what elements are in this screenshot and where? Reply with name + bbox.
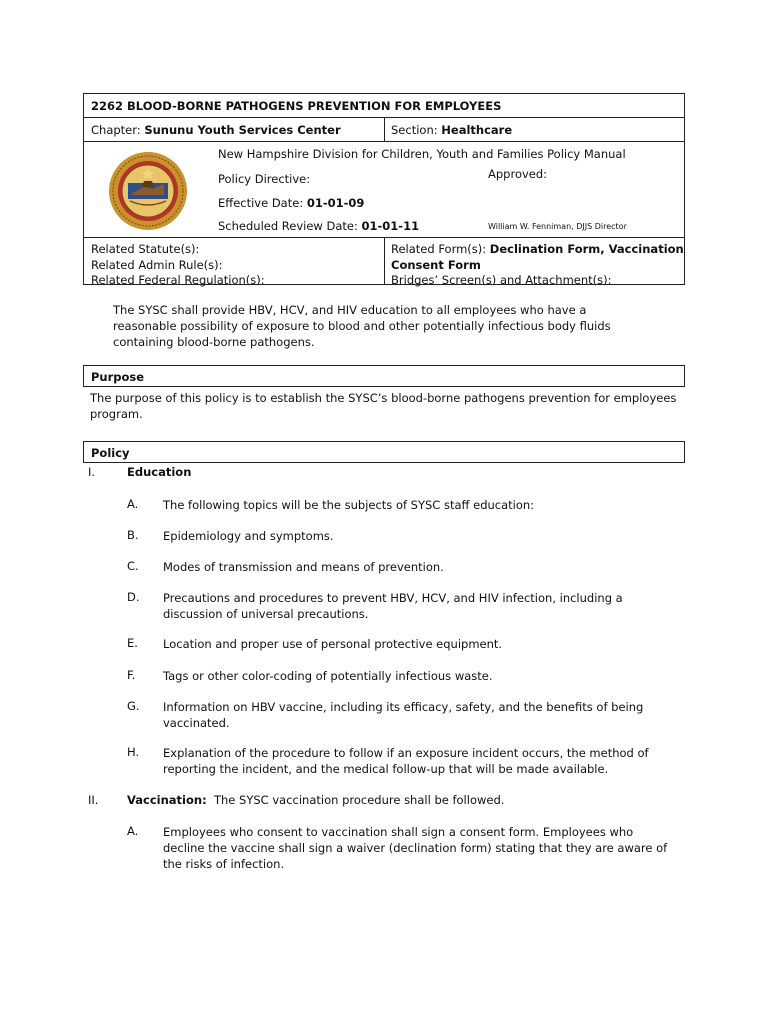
effective-date-value: 01-01-09 <box>306 196 365 210</box>
list-item-letter: H. <box>127 745 140 759</box>
list-item-text: Location and proper use of personal protective equipment. <box>163 637 503 651</box>
list-item-letter: G. <box>127 699 140 713</box>
review-date: Scheduled Review Date: 01-01-11 <box>218 219 420 233</box>
list-item-text: Modes of transmission and means of prevention. <box>163 560 444 574</box>
effective-date: Effective Date: 01-01-09 <box>218 196 365 210</box>
list-item-letter: A. <box>127 824 139 838</box>
related-federal-regulations: Related Federal Regulation(s): <box>91 273 265 287</box>
section-vaccination <box>127 793 504 807</box>
list-item-letter: B. <box>127 528 139 542</box>
policy-directive-label: Policy Directive: <box>218 172 311 186</box>
list-item-letter: A. <box>127 497 139 511</box>
approved-label: Approved: <box>488 167 548 181</box>
related-forms-value-cont: Consent Form <box>391 258 481 272</box>
related-statutes: Related Statute(s): <box>91 242 200 256</box>
section-numeral: I. <box>88 465 96 479</box>
chapter-value: Sununu Youth Services Center <box>144 123 341 137</box>
list-item-text: Tags or other color-coding of potentially infectious waste. <box>163 669 493 683</box>
state-seal-logo <box>108 151 188 231</box>
list-item-text: Explanation of the procedure to follow if an exposure incident occurs, the method of reporting the incident, and the medical follow-up that will be made available. <box>163 746 649 776</box>
intro-paragraph: The SYSC shall provide HBV, HCV, and HIV education to all employees who have a reasonable possibility of exposure to blood and other potentially infectious body fluids containing blood-borne pathogens. <box>113 303 611 349</box>
list-item-text: Employees who consent to vaccination shall sign a consent form. Employees who decline the vaccine shall sign a waiver (declination form) stating that they are aware of the risks of infection. <box>163 825 668 871</box>
list-item-text: Information on HBV vaccine, including its efficacy, safety, and the benefits of being vaccinated. <box>163 700 644 730</box>
related-divider <box>384 237 385 285</box>
section-title-vaccination: Vaccination: <box>127 793 207 807</box>
list-item-letter: D. <box>127 590 140 604</box>
related-forms-value: Declination Form, Vaccination <box>489 242 684 256</box>
purpose-text: The purpose of this policy is to establish the SYSC’s blood-borne pathogens prevention for employees program. <box>90 391 677 421</box>
manual-title: New Hampshire Division for Children, Youth and Families Policy Manual <box>218 147 626 161</box>
signatory-name: William W. Fenniman, DJJS Director <box>488 222 627 231</box>
section-numeral: II. <box>88 793 99 807</box>
list-item-letter: C. <box>127 559 139 573</box>
review-date-value: 01-01-11 <box>361 219 420 233</box>
section-field: Section: Healthcare <box>391 123 513 137</box>
list-item-text: Epidemiology and symptoms. <box>163 529 334 543</box>
related-admin-rules: Related Admin Rule(s): <box>91 258 223 272</box>
section-value: Healthcare <box>441 123 513 137</box>
chapter-divider <box>384 117 385 141</box>
list-item-letter: F. <box>127 668 136 682</box>
policy-heading: Policy <box>83 441 685 463</box>
bridges-screens: Bridges’ Screen(s) and Attachment(s): <box>391 273 612 287</box>
list-item-letter: E. <box>127 636 138 650</box>
list-item-text: The following topics will be the subjects of SYSC staff education: <box>163 498 535 512</box>
section-lead: The SYSC vaccination procedure shall be followed. <box>206 793 505 807</box>
list-item-text: Precautions and procedures to prevent HBV, HCV, and HIV infection, including a discussion of universal precautions. <box>163 591 623 621</box>
chapter-field: Chapter: Sununu Youth Services Center <box>91 123 341 137</box>
related-forms: Related Form(s): Declination Form, Vaccination <box>391 242 684 256</box>
policy-title: 2262 BLOOD-BORNE PATHOGENS PREVENTION FOR EMPLOYEES <box>91 99 502 113</box>
section-title-education: Education <box>127 465 192 479</box>
purpose-heading: Purpose <box>83 365 685 387</box>
